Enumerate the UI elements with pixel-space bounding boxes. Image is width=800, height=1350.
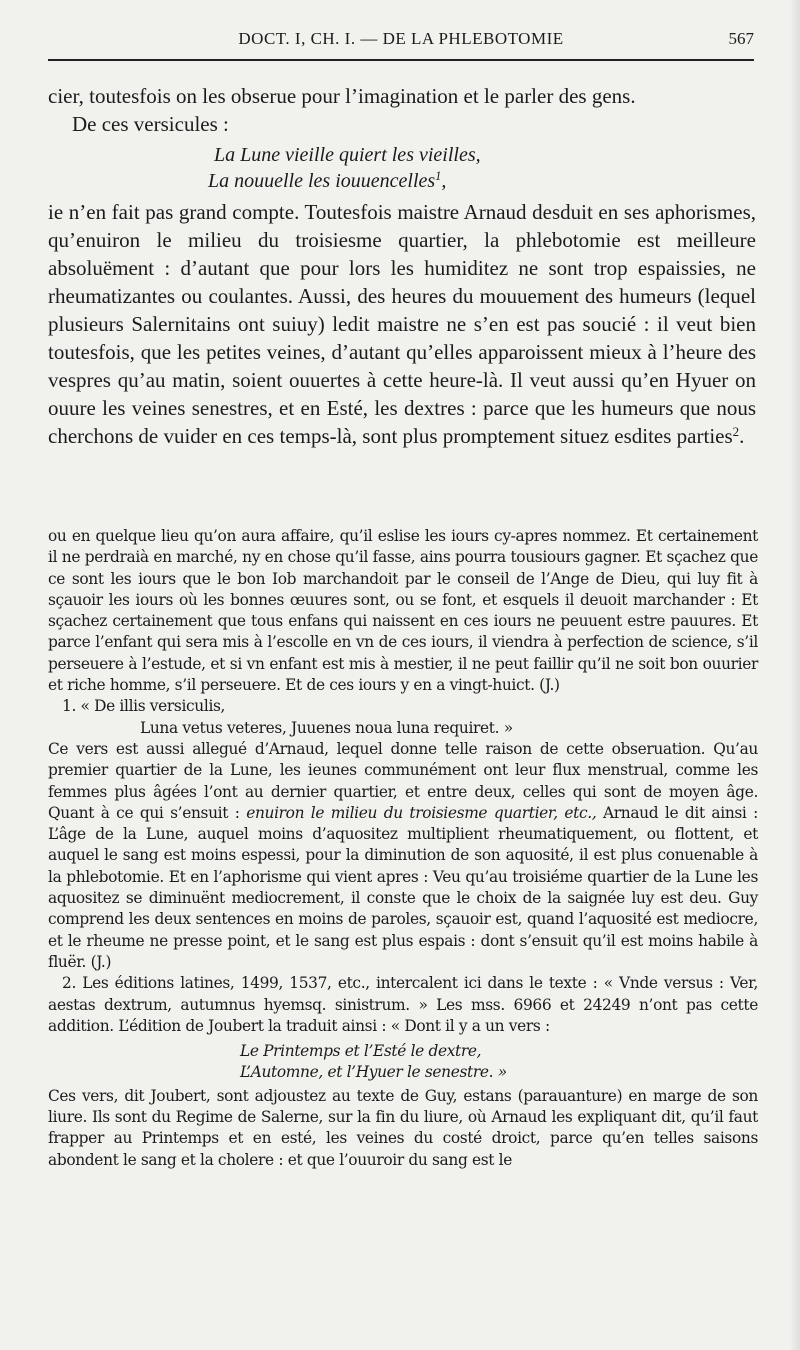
verse-intro: De ces versicules : xyxy=(72,112,229,136)
footnote-1-quote: enuiron le milieu du troisiesme quartier, etc., xyxy=(246,803,597,822)
opening-line: cier, toutesfois on les obserue pour l’imagination et le parler des gens. xyxy=(48,84,636,108)
footnote-ref-1[interactable]: 1 xyxy=(435,169,442,184)
footnote-2-text: 2. Les éditions latines, 1499, 1537, etc., intercalent ici dans le texte : « Vnde versus : Ver, aestas dextrum, autumnus hyemsq. sinistrum. » Les mss. 6966 et 24249 n’ont pas cette addition. L’édition de Joubert la traduit ainsi : « Dont il y a un vers : xyxy=(48,974,758,1035)
main-paragraph-end: . xyxy=(739,424,745,448)
verse-line-2 xyxy=(208,168,756,194)
footnote-1-label: 1. « De illis versiculis, xyxy=(62,697,226,716)
main-paragraph-text: ie n’en fait pas grand compte. Toutesfois maistre Arnaud desduit en ses aphorismes, qu’enuiron le milieu du troisiesme quartier, la phlebotomie est meilleure absoluëment : d’autant que pour lors les humiditez ne sont trop espaissies, ne rheumatizantes ou coulantes. Aussi, des heures du mouuement des humeurs (lequel plusieurs Salernitains ont suiuy) ledit maistre ne s’en est pas soucié : il veut bien toutesfois, que les petites veines, d’autant qu’elles apparoissent mieux à l’heure des vespres qu’au matin, soient ouuertes à cette heure-là. Il veut aussi qu’en Hyuer on ouure les veines senestres, et en Esté, les dextres : parce que les humeurs que nous cherchons de vuider en ces temps-là, sont plus promptement situez esdites parties xyxy=(48,200,756,448)
footnote-2-continuation: Ces vers, dit Joubert, sont adjoustez au texte de Guy, estans (parauanture) en marge de son liure. Ils sont du Regime de Salerne, sur la fin du liure, où Arnaud les expliquant dit, qu’il faut frapper au Printemps et en esté, les veines du costé droict, parce qu’en telles saisons abondent le sang et la cholere : et que l’ouuroir du sang est le xyxy=(48,1086,758,1169)
footnote-1-body xyxy=(48,739,758,973)
footnote-2-verse-line-1: Le Printemps et l’Esté le dextre, xyxy=(240,1042,482,1061)
page-number: 567 xyxy=(728,29,754,48)
footnote-1-verse: Luna vetus veteres, Juuenes noua luna requiret. » xyxy=(140,718,513,737)
footnote-continuation: ou en quelque lieu qu’on aura affaire, qu’il eslise les iours cy-apres nommez. Et certainement il ne perdraià en marché, ny en chose qu’il fasse, ains pourra tousiours gagner. Et sçachez que ce sont les iours que le bon Iob marchandoit par le conseil de l’Ange de Dieu, qui luy fit à sçauoir les iours où les bonnes œuures sont, ou se font, et esquels il deuoit marchander : Et sçachez certainement que tous enfans qui naissent en ces iours ne peuuent estre pauures. Et parce l’enfant qui sera mis à l’escolle en vn de ces iours, il viendra à perfection de science, s’il perseuere à l’estude, et si vn enfant est mis à mestier, il ne peut faillir qu’il ne soit bon ouurier et riche homme, s’il perseuere. Et de ces iours y en a vingt-huict. (J.) xyxy=(48,527,758,695)
main-paragraph xyxy=(48,198,756,450)
running-head-title: DOCT. I, CH. I. — DE LA PHLEBOTOMIE xyxy=(238,29,564,48)
running-head xyxy=(48,25,754,61)
verse-line-1: La Lune vieille quiert les vieilles, xyxy=(214,144,481,166)
french-verse xyxy=(208,142,756,194)
footnote-ref-2[interactable]: 2 xyxy=(732,423,740,439)
footnote-1-text-a: Ce vers est aussi allegué d’Arnaud, lequel donne telle raison de cette obseruation. Qu’au premier quartier de la Lune, les ieunes communément ont leur flux menstrual, comme les femmes plus âgées l’ont au dernier quartier, et entre deux, celles qui sont de moyen âge. Quant à ce qui s’ensuit : xyxy=(48,739,758,822)
verse-line-2-text: La nouuelle les iouuencelles xyxy=(208,170,436,192)
footnote-2-verse-line-2: L’Automne, et l’Hyuer le senestre. » xyxy=(240,1063,507,1082)
verse-line-2-end: , xyxy=(441,170,447,192)
footnote-1-text-b: Arnaud le dit ainsi : L’âge de la Lune, auquel moins d’aquositez multiplient rheumatiquement, ou flottent, et auquel le sang est moins espessi, pour la diminution de son aquosité, il est plus conuenable à la phlebotomie. Et en l’aphorisme qui vient apres : Veu qu’au troisiéme quartier de la Lune les aquositez se diminuënt mediocrement, il conste que le choix de la saignée luy est deu. Guy comprend les deux sentences en moins de paroles, sçauoir est, quand l’aquosité est mediocre, et le rheume ne presse point, et le sang est plus espais : dont s’ensuit qu’il est moins habile à fluër. (J.) xyxy=(48,803,758,971)
footnotes xyxy=(48,526,758,1171)
footnote-2-verse xyxy=(240,1041,758,1084)
main-text xyxy=(48,82,756,450)
page-edge-shadow xyxy=(790,0,800,1350)
